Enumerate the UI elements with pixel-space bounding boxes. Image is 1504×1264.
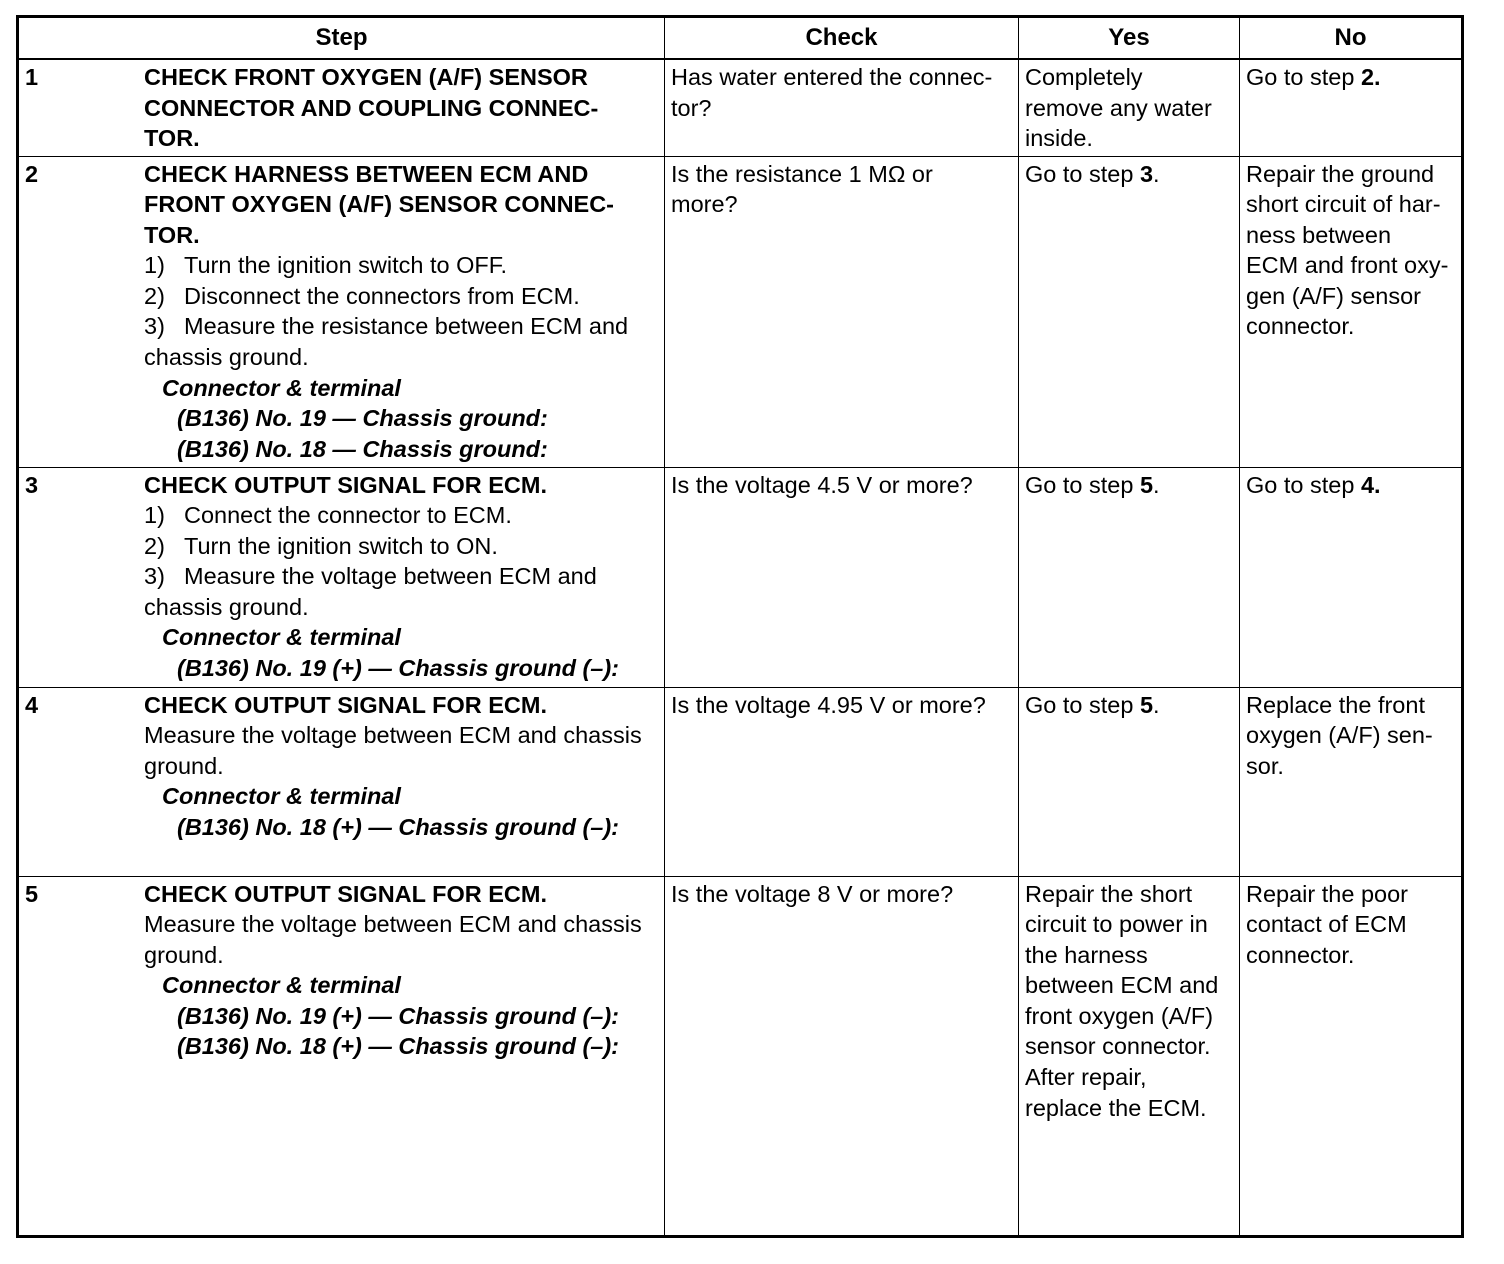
- step-title: CHECK OUTPUT SIGNAL FOR ECM.: [144, 471, 547, 498]
- table-row-step-5: [18, 876, 1463, 1236]
- yes-cell: Go to step 3.: [1019, 156, 1240, 467]
- check-cell: [665, 156, 1019, 467]
- step-body: Measure the voltage between ECM and chassis ground.: [144, 722, 642, 779]
- no-step-number: 4: [1360, 471, 1375, 498]
- no-step-number: 2: [1360, 64, 1375, 90]
- step-number: 4: [25, 691, 39, 718]
- step-number: 3: [25, 471, 39, 498]
- header-step: Step: [18, 17, 665, 60]
- header-check: Check: [665, 17, 1019, 60]
- check-text: Is the voltage 4.95 V or more?: [671, 691, 986, 718]
- connector-label: Connector & terminal: [162, 374, 401, 401]
- step-cell: [18, 59, 665, 156]
- yes-cell: Go to step 5.: [1019, 687, 1240, 876]
- check-cell: [665, 687, 1019, 876]
- table-row-step-2: [18, 156, 1463, 467]
- no-cell: [1240, 59, 1463, 156]
- check-text: Is the voltage 4.5 V or more?: [671, 471, 973, 498]
- sub-step: 3) Measure the resistance between ECM and: [144, 313, 629, 340]
- yes-cell: [1019, 59, 1240, 156]
- step-number: 1: [25, 64, 39, 90]
- no-text: Go to step: [1246, 64, 1361, 90]
- step-title: CHECK FRONT OXYGEN (A/F) SENSOR CONNECTOR AND COUPLING CONNEC- TOR.: [144, 64, 599, 152]
- step-cell: [18, 156, 665, 467]
- check-text: Is the resistance 1 MΩ or more?: [671, 160, 933, 218]
- connector-label: Connector & terminal: [162, 972, 401, 999]
- table-row-step-1: [18, 59, 1463, 156]
- sub-step: 2) Turn the ignition switch to ON.: [144, 532, 498, 559]
- step-title: CHECK OUTPUT SIGNAL FOR ECM.: [144, 691, 547, 718]
- no-text: Go to step: [1246, 471, 1361, 498]
- yes-cell: [1019, 876, 1240, 1236]
- step-number: 5: [25, 880, 39, 907]
- no-cell: [1240, 687, 1463, 876]
- terminal-spec: (B136) No. 18 (+) — Chassis ground (–):: [177, 1033, 620, 1060]
- header-row: [18, 17, 1463, 60]
- terminal-spec: (B136) No. 19 (+) — Chassis ground (–):: [177, 1002, 620, 1029]
- yes-text: Go to step: [1025, 471, 1140, 498]
- yes-step-number: 5: [1139, 691, 1154, 718]
- diagnostic-table: [16, 15, 1464, 1238]
- table-row-step-3: [18, 467, 1463, 687]
- terminal-spec: (B136) No. 18 (+) — Chassis ground (–):: [177, 813, 620, 840]
- sub-step: 1) Turn the ignition switch to OFF.: [144, 252, 508, 279]
- check-cell: [665, 467, 1019, 687]
- step-cell: [18, 876, 665, 1236]
- check-cell: [665, 876, 1019, 1236]
- step-title: CHECK OUTPUT SIGNAL FOR ECM.: [144, 880, 547, 907]
- table-row-step-4: [18, 687, 1463, 876]
- sub-step: 2) Disconnect the connectors from ECM.: [144, 282, 580, 309]
- sub-step-continuation: chassis ground.: [144, 344, 309, 371]
- no-cell: Go to step 4.: [1240, 467, 1463, 687]
- step-title: CHECK HARNESS BETWEEN ECM AND FRONT OXYGEN (A/F) SENSOR CONNEC- TOR.: [144, 160, 615, 248]
- check-text: Has water entered the connec- tor?: [671, 64, 993, 121]
- header-no: No: [1240, 17, 1463, 60]
- sub-step: 1) Connect the connector to ECM.: [144, 502, 512, 529]
- yes-text: Go to step: [1025, 691, 1140, 718]
- step-body: Measure the voltage between ECM and chassis ground.: [144, 911, 642, 968]
- yes-cell: Go to step 5.: [1019, 467, 1240, 687]
- step-cell: [18, 467, 665, 687]
- yes-text: Go to step: [1025, 160, 1140, 187]
- no-text: Repair the poor contact of ECM connector.: [1246, 880, 1408, 968]
- yes-step-number: 3: [1139, 160, 1154, 187]
- header-yes: Yes: [1019, 17, 1240, 60]
- terminal-spec: (B136) No. 18 — Chassis ground:: [177, 435, 548, 462]
- step-cell: [18, 687, 665, 876]
- terminal-spec: (B136) No. 19 — Chassis ground:: [177, 405, 548, 432]
- connector-label: Connector & terminal: [162, 783, 401, 810]
- no-end: .: [1374, 64, 1381, 90]
- yes-text: Completely remove any water inside.: [1025, 64, 1212, 152]
- terminal-spec: (B136) No. 19 (+) — Chassis ground (–):: [177, 655, 620, 682]
- yes-text: Repair the short circuit to power in the harness between ECM and front oxygen (A/F) sensor connector. After repair, replace the ECM.: [1025, 880, 1219, 1121]
- no-cell: [1240, 876, 1463, 1236]
- sub-step: 3) Measure the voltage between ECM and: [144, 563, 597, 590]
- no-text: Replace the front oxygen (A/F) sen- sor.: [1246, 691, 1433, 779]
- check-cell: [665, 59, 1019, 156]
- no-cell: [1240, 156, 1463, 467]
- sub-step-continuation: chassis ground.: [144, 593, 309, 620]
- step-number: 2: [25, 160, 39, 187]
- check-text: Is the voltage 8 V or more?: [671, 880, 954, 907]
- connector-label: Connector & terminal: [162, 624, 401, 651]
- no-text: Repair the ground short circuit of har- ness between ECM and front oxy- gen (A/F) sensor connector.: [1246, 160, 1449, 340]
- yes-step-number: 5: [1139, 471, 1154, 498]
